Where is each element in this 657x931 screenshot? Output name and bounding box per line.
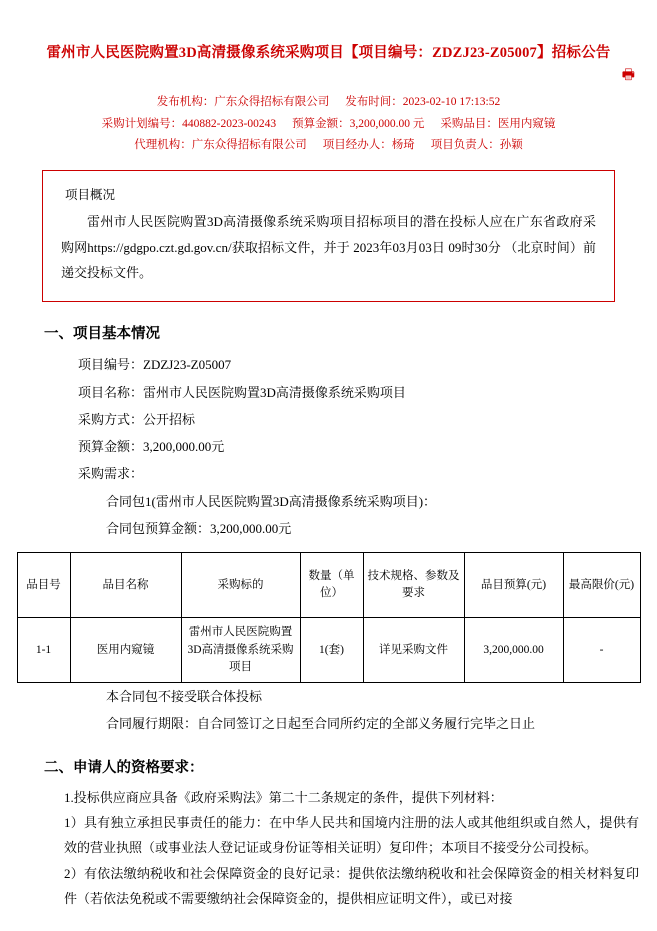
meta-value: 杨琦 bbox=[391, 139, 415, 151]
field-label: 采购方式： bbox=[78, 411, 144, 427]
column-header-item-no: 品目号 bbox=[17, 553, 70, 618]
document-meta bbox=[14, 92, 643, 156]
meta-label: 项目经办人： bbox=[322, 139, 392, 151]
project-overview-box bbox=[42, 170, 615, 302]
page-title: 雷州市人民医院购置3D高清摄像系统采购项目【项目编号：ZDZJ23-Z05007】招标公告 bbox=[46, 45, 611, 61]
cell-item-budget: 3,200,000.00 bbox=[464, 618, 563, 683]
print-icon-container bbox=[14, 66, 643, 86]
column-header-quantity: 数量（单位） bbox=[300, 553, 363, 618]
field-value: 3,200,000.00元 bbox=[143, 439, 225, 455]
overview-heading: 项目概况 bbox=[65, 188, 116, 203]
field-label: 预算金额： bbox=[78, 439, 144, 455]
overview-body: 雷州市人民医院购置3D高清摄像系统采购项目招标项目的潜在投标人应在广东省政府采购网https://gdgpo.czt.gd.gov.cn/获取招标文件，并于 2023年03月03日 09时30分 （北京时间）前递交投标文件。 bbox=[61, 214, 596, 280]
column-header-purchase-object: 采购标的 bbox=[181, 553, 300, 618]
section-one-heading: 一、项目基本情况 bbox=[44, 326, 160, 343]
table-row bbox=[17, 618, 640, 683]
cell-max-price: - bbox=[563, 618, 640, 683]
field-project-number bbox=[14, 351, 643, 378]
field-label: 项目名称： bbox=[78, 384, 144, 400]
meta-value: 医用内窥镜 bbox=[497, 117, 556, 130]
meta-label: 预算金额： bbox=[292, 117, 350, 130]
meta-value: 广东众得招标有限公司 bbox=[191, 139, 307, 151]
meta-value: 2023-02-10 17:13:52 bbox=[402, 96, 501, 109]
table-header-row bbox=[17, 553, 640, 618]
cell-quantity: 1(套) bbox=[300, 618, 363, 683]
meta-row bbox=[14, 114, 643, 135]
meta-label: 发布时间： bbox=[345, 96, 403, 109]
meta-row bbox=[14, 135, 643, 156]
meta-value: 孙颖 bbox=[499, 139, 523, 151]
meta-value: 440882-2023-00243 bbox=[182, 117, 277, 130]
field-value: 雷州市人民医院购置3D高清摄像系统采购项目 bbox=[143, 384, 406, 400]
field-label: 项目编号： bbox=[78, 357, 144, 373]
qualification-paragraph-2: 1）具有独立承担民事责任的能力：在中华人民共和国境内注册的法人或其他组织或自然人，提供有效的营业执照（或事业法人登记证或身份证等相关证明）复印件；本项目不接受分公司投标。 bbox=[64, 815, 639, 856]
meta-value: 广东众得招标有限公司 bbox=[214, 96, 330, 109]
column-header-max-price: 最高限价(元) bbox=[563, 553, 640, 618]
note-contract-period: 合同履行期限：自合同签订之日起至合同所约定的全部义务履行完毕之日止 bbox=[106, 716, 536, 732]
field-label: 采购需求： bbox=[78, 466, 144, 482]
cell-purchase-object: 雷州市人民医院购置3D高清摄像系统采购项目 bbox=[181, 618, 300, 683]
package-budget: 合同包预算金额：3,200,000.00元 bbox=[106, 521, 292, 537]
field-budget-amount bbox=[14, 433, 643, 460]
meta-label: 发布机构： bbox=[156, 96, 215, 109]
procurement-items-table bbox=[17, 552, 641, 683]
cell-item-name: 医用内窥镜 bbox=[70, 618, 181, 683]
meta-label: 项目负责人： bbox=[430, 139, 500, 151]
cell-item-no: 1-1 bbox=[17, 618, 70, 683]
qualification-paragraph-3: 2）有依法缴纳税收和社会保障资金的良好记录：提供依法缴纳税收和社会保障资金的相关材料复印件（若依法免税或不需要缴纳社会保障资金的，提供相应证明文件），或已对接 bbox=[64, 865, 639, 907]
section-two-heading: 二、申请人的资格要求： bbox=[44, 759, 204, 776]
field-project-name bbox=[14, 379, 643, 406]
column-header-item-name: 品目名称 bbox=[70, 553, 181, 618]
package-title: 合同包1(雷州市人民医院购置3D高清摄像系统采购项目)： bbox=[106, 493, 437, 509]
meta-row bbox=[14, 92, 643, 113]
print-icon[interactable]: 🖶 bbox=[621, 68, 635, 84]
meta-label: 代理机构： bbox=[134, 139, 192, 151]
qualification-paragraph-1: 1.投标供应商应具备《政府采购法》第二十二条规定的条件，提供下列材料： bbox=[64, 789, 503, 805]
field-value: ZDZJ23-Z05007 bbox=[143, 357, 232, 373]
column-header-item-budget: 品目预算(元) bbox=[464, 553, 563, 618]
cell-specification: 详见采购文件 bbox=[363, 618, 464, 683]
column-header-specification: 技术规格、参数及要求 bbox=[363, 553, 464, 618]
meta-label: 采购计划编号： bbox=[101, 117, 183, 130]
field-procurement-method bbox=[14, 406, 643, 433]
meta-value: 3,200,000.00 元 bbox=[349, 117, 425, 130]
field-value: 公开招标 bbox=[143, 411, 196, 427]
note-no-consortium: 本合同包不接受联合体投标 bbox=[106, 689, 263, 705]
field-procurement-requirement bbox=[14, 460, 643, 487]
meta-label: 采购品目： bbox=[440, 117, 498, 130]
